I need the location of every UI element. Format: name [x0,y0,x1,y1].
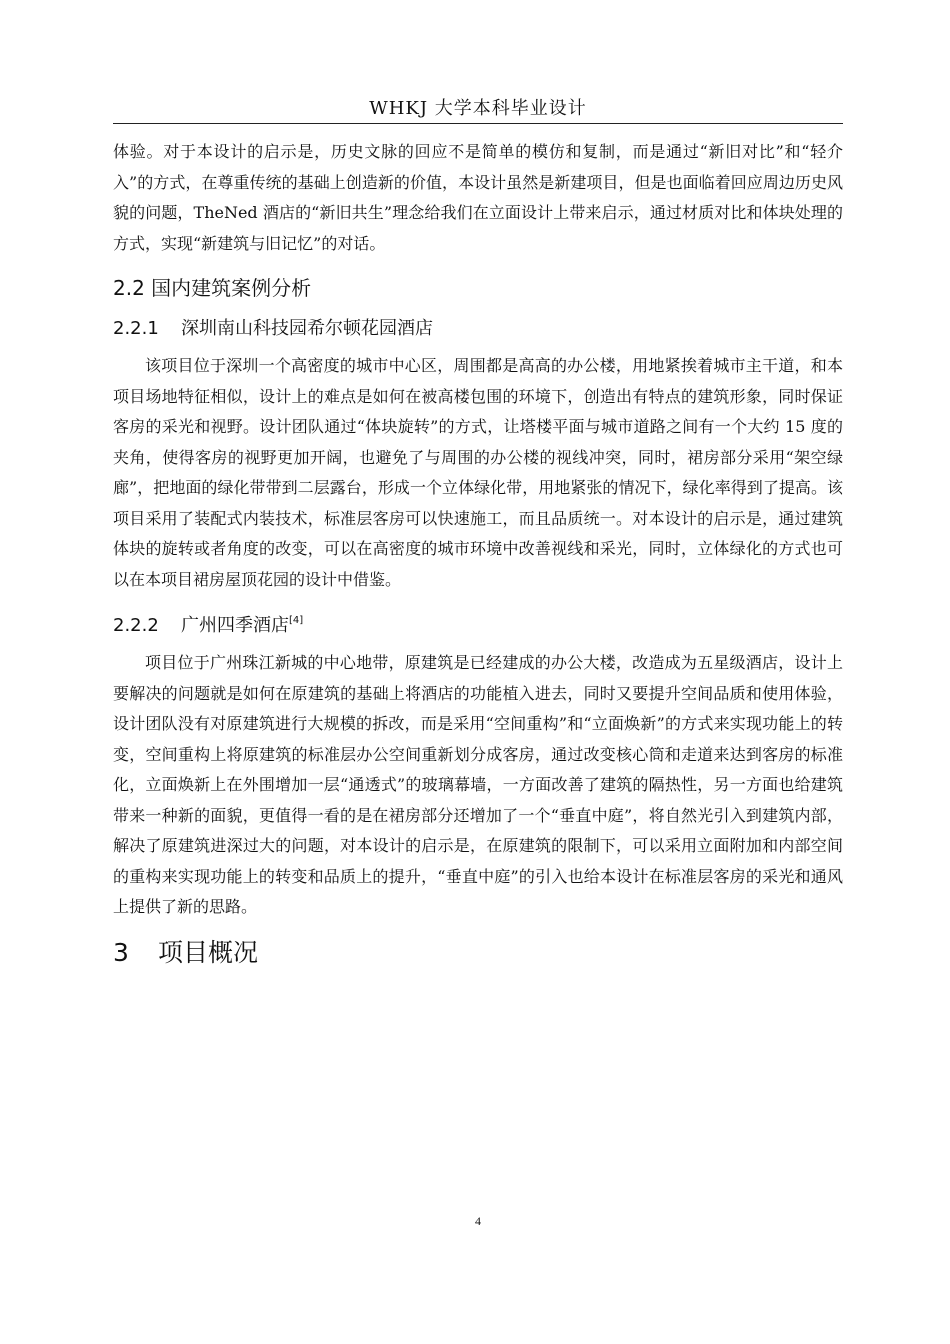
subsection-title: 广州四季酒店 [181,615,289,636]
page-body [113,137,843,973]
chapter-heading-3 [113,933,843,973]
page-header: WHKJ 大学本科毕业设计 [369,98,587,119]
paragraph-2-2-1: 该项目位于深圳一个高密度的城市中心区，周围都是高高的办公楼，用地紧挨着城市主干道，和本项目场地特征相似，设计上的难点是如何在被高楼包围的环境下，创造出有特点的建筑形象，同时保证客房的采光和视野。设计团队通过“体块旋转”的方式，让塔楼平面与城市道路之间有一个大约 15 度的夹角，使得客房的视野更加开阔，也避免了与周围的办公楼的视线冲突，同时，裙房部分采用“架空绿廊”，把地面的绿化带带到二层露台，形成一个立体绿化带，用地紧张的情况下，绿化率得到了提高。该项目采用了装配式内装技术，标准层客房可以快速施工，而且品质统一。对本设计的启示是，通过建筑体块的旋转或者角度的改变，可以在高密度的城市环境中改善视线和采光，同时，立体绿化的方式也可以在本项目裙房屋顶花园的设计中借鉴。 [113,356,843,589]
subsection-number: 2.2.1 [113,318,159,339]
subsection-title: 深圳南山科技园希尔顿花园酒店 [181,318,433,339]
header-divider [113,123,843,124]
paragraph-2-2-2: 项目位于广州珠江新城的中心地带，原建筑是已经建成的办公大楼，改造成为五星级酒店，设计上要解决的问题就是如何在原建筑的基础上将酒店的功能植入进去，同时又要提升空间品质和使用体验，设计团队没有对原建筑进行大规模的拆改，而是采用“空间重构”和“立面焕新”的方式来实现功能上的转变，空间重构上将原建筑的标准层办公空间重新划分成客房，通过改变核心筒和走道来达到客房的标准化，立面焕新上在外围增加一层“通透式”的玻璃幕墙，一方面改善了建筑的隔热性，另一方面也给建筑带来一种新的面貌，更值得一看的是在裙房部分还增加了一个“垂直中庭”，将自然光引入到建筑内部，解决了原建筑进深过大的问题，对本设计的启示是，在原建筑的限制下，可以采用立面附加和内部空间的重构来实现功能上的转变和品质上的提升，“垂直中庭”的引入也给本设计在标准层客房的采光和通风上提供了新的思路。 [113,653,843,916]
intro-paragraph: 体验。对于本设计的启示是，历史文脉的回应不是简单的模仿和复制，而是通过“新旧对比”和“轻介入”的方式，在尊重传统的基础上创造新的价值，本设计虽然是新建项目，但是也面临着回应周边历史风貌的问题，TheNed 酒店的“新旧共生”理念给我们在立面设计上带来启示，通过材质对比和体块处理的方式，实现“新建筑与旧记忆”的对话。 [113,142,843,253]
citation-reference[interactable]: [4] [289,615,304,626]
chapter-title: 项目概况 [158,937,259,967]
section-heading-2-2: 2.2 国内建筑案例分析 [113,276,312,300]
subsection-heading-2-2-2 [113,607,843,640]
chapter-number: 3 [113,937,129,967]
page-number: 4 [475,1214,481,1228]
subsection-number: 2.2.2 [113,615,159,636]
subsection-heading-2-2-1 [113,315,843,343]
